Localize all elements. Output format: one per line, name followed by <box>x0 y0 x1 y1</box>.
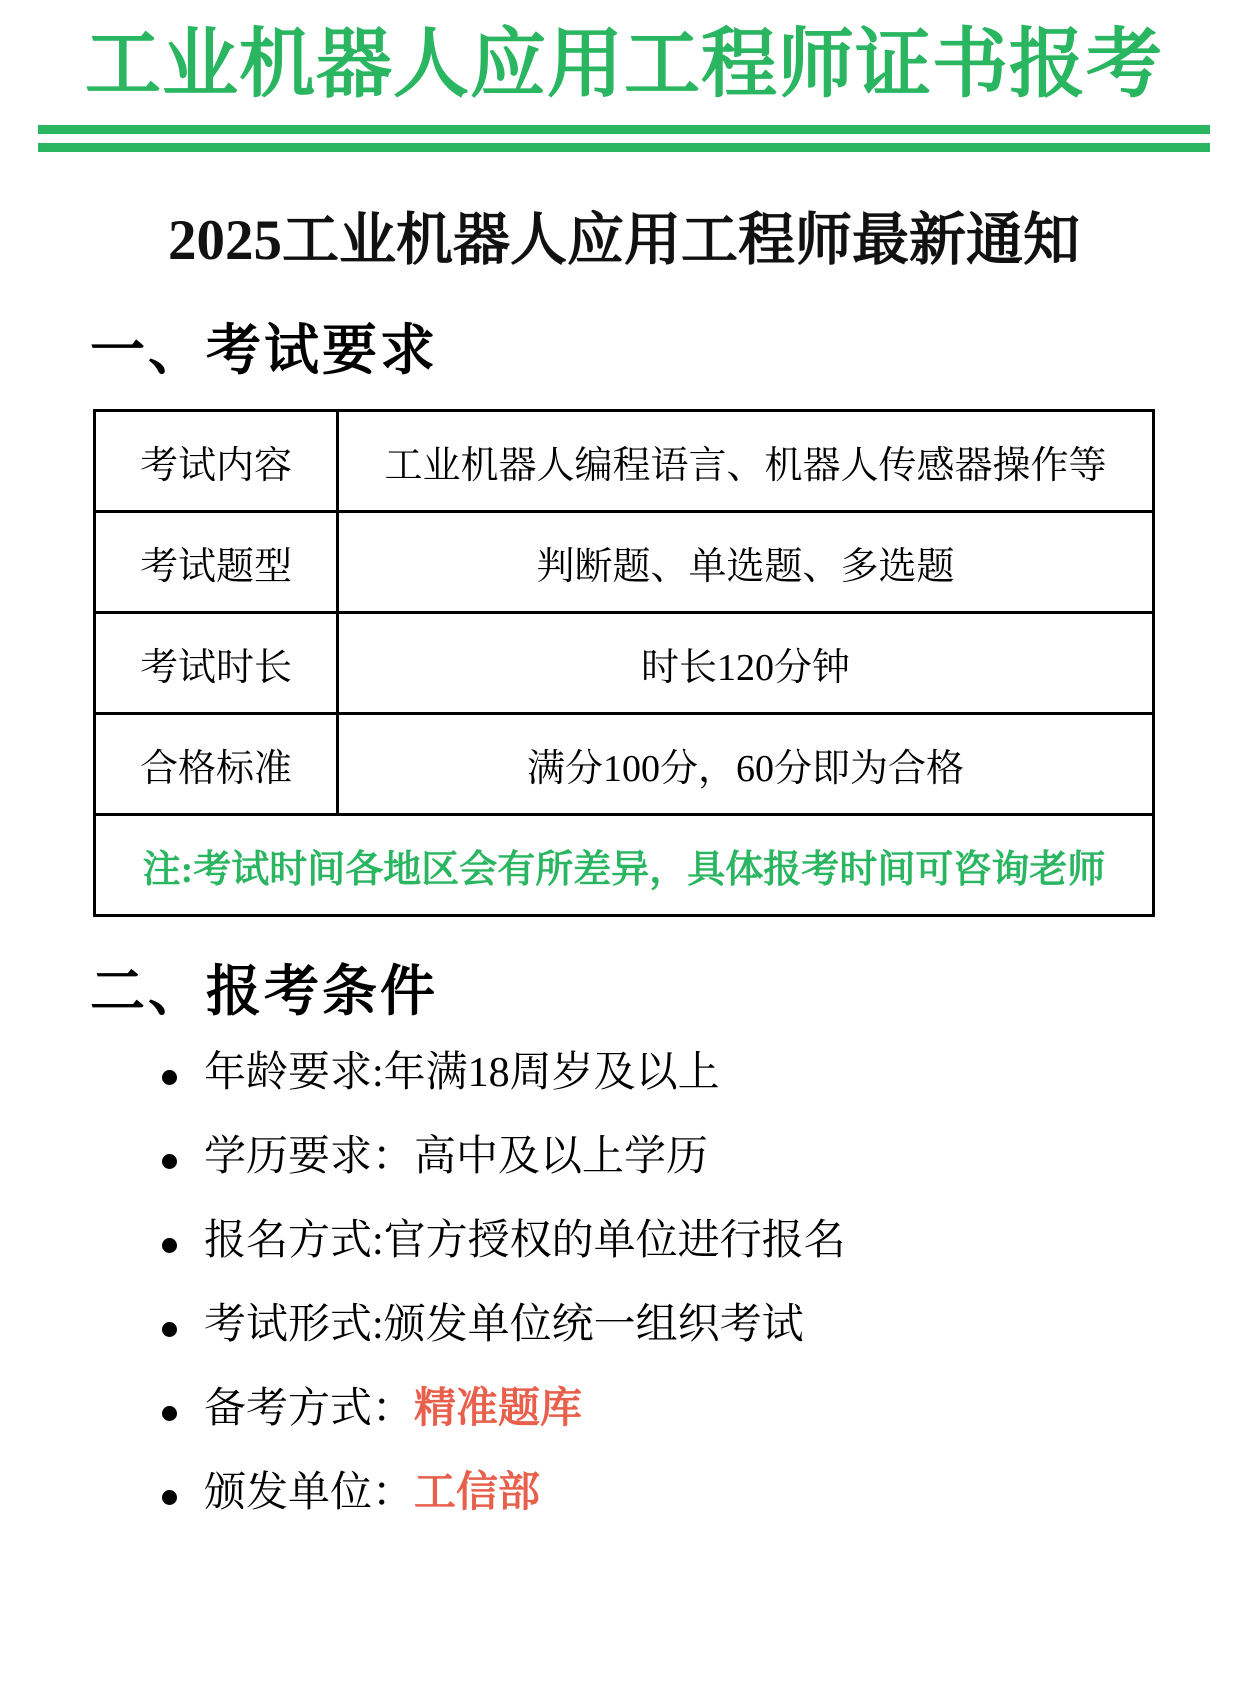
table-cell-value: 工业机器人编程语言、机器人传感器操作等 <box>338 411 1154 512</box>
list-item <box>156 1386 1210 1433</box>
list-item-highlight: 工信部 <box>414 1470 541 1517</box>
table-cell-value: 判断题、单选题、多选题 <box>338 512 1154 613</box>
table-cell-value: 满分100分，60分即为合格 <box>338 714 1154 815</box>
table-cell-label: 考试时长 <box>95 613 338 714</box>
table-row <box>95 613 1154 714</box>
section-heading-exam-requirements: 一、考试要求 <box>90 320 439 382</box>
table-cell-label: 考试题型 <box>95 512 338 613</box>
list-item-label: 报名方式:官方授权的单位进行报名 <box>204 1218 846 1265</box>
list-item-label: 学历要求：高中及以上学历 <box>204 1134 709 1181</box>
list-item-label: 考试形式:颁发单位统一组织考试 <box>204 1302 804 1349</box>
list-item-highlight: 精准题库 <box>414 1386 583 1433</box>
table-cell-value: 时长120分钟 <box>338 613 1154 714</box>
document-page <box>0 22 1248 1682</box>
table-note: 注:考试时间各地区会有所差异，具体报考时间可咨询老师 <box>95 815 1154 916</box>
list-item <box>156 1470 1210 1517</box>
table-row <box>95 512 1154 613</box>
list-item-label: 年龄要求:年满18周岁及以上 <box>204 1050 720 1097</box>
divider-line-bottom <box>38 143 1210 152</box>
list-item <box>156 1218 1210 1265</box>
list-item <box>156 1134 1210 1181</box>
list-item-label: 备考方式： <box>204 1386 415 1433</box>
list-item <box>156 1050 1210 1097</box>
divider-line-top <box>38 125 1210 134</box>
page-title: 工业机器人应用工程师证书报考 <box>85 22 1163 107</box>
list-item <box>156 1302 1210 1349</box>
list-item-label: 颁发单位： <box>204 1470 415 1517</box>
exam-requirements-table <box>93 409 1155 917</box>
table-row-note <box>95 815 1154 916</box>
table-cell-label: 考试内容 <box>95 411 338 512</box>
table-row <box>95 411 1154 512</box>
header-divider <box>38 125 1210 152</box>
table-row <box>95 714 1154 815</box>
subtitle: 2025工业机器人应用工程师最新通知 <box>168 209 1080 273</box>
application-conditions-list <box>38 1050 1210 1517</box>
section-heading-application-conditions: 二、报考条件 <box>90 961 439 1023</box>
table-cell-label: 合格标准 <box>95 714 338 815</box>
exam-requirements-table-wrap <box>93 409 1155 917</box>
